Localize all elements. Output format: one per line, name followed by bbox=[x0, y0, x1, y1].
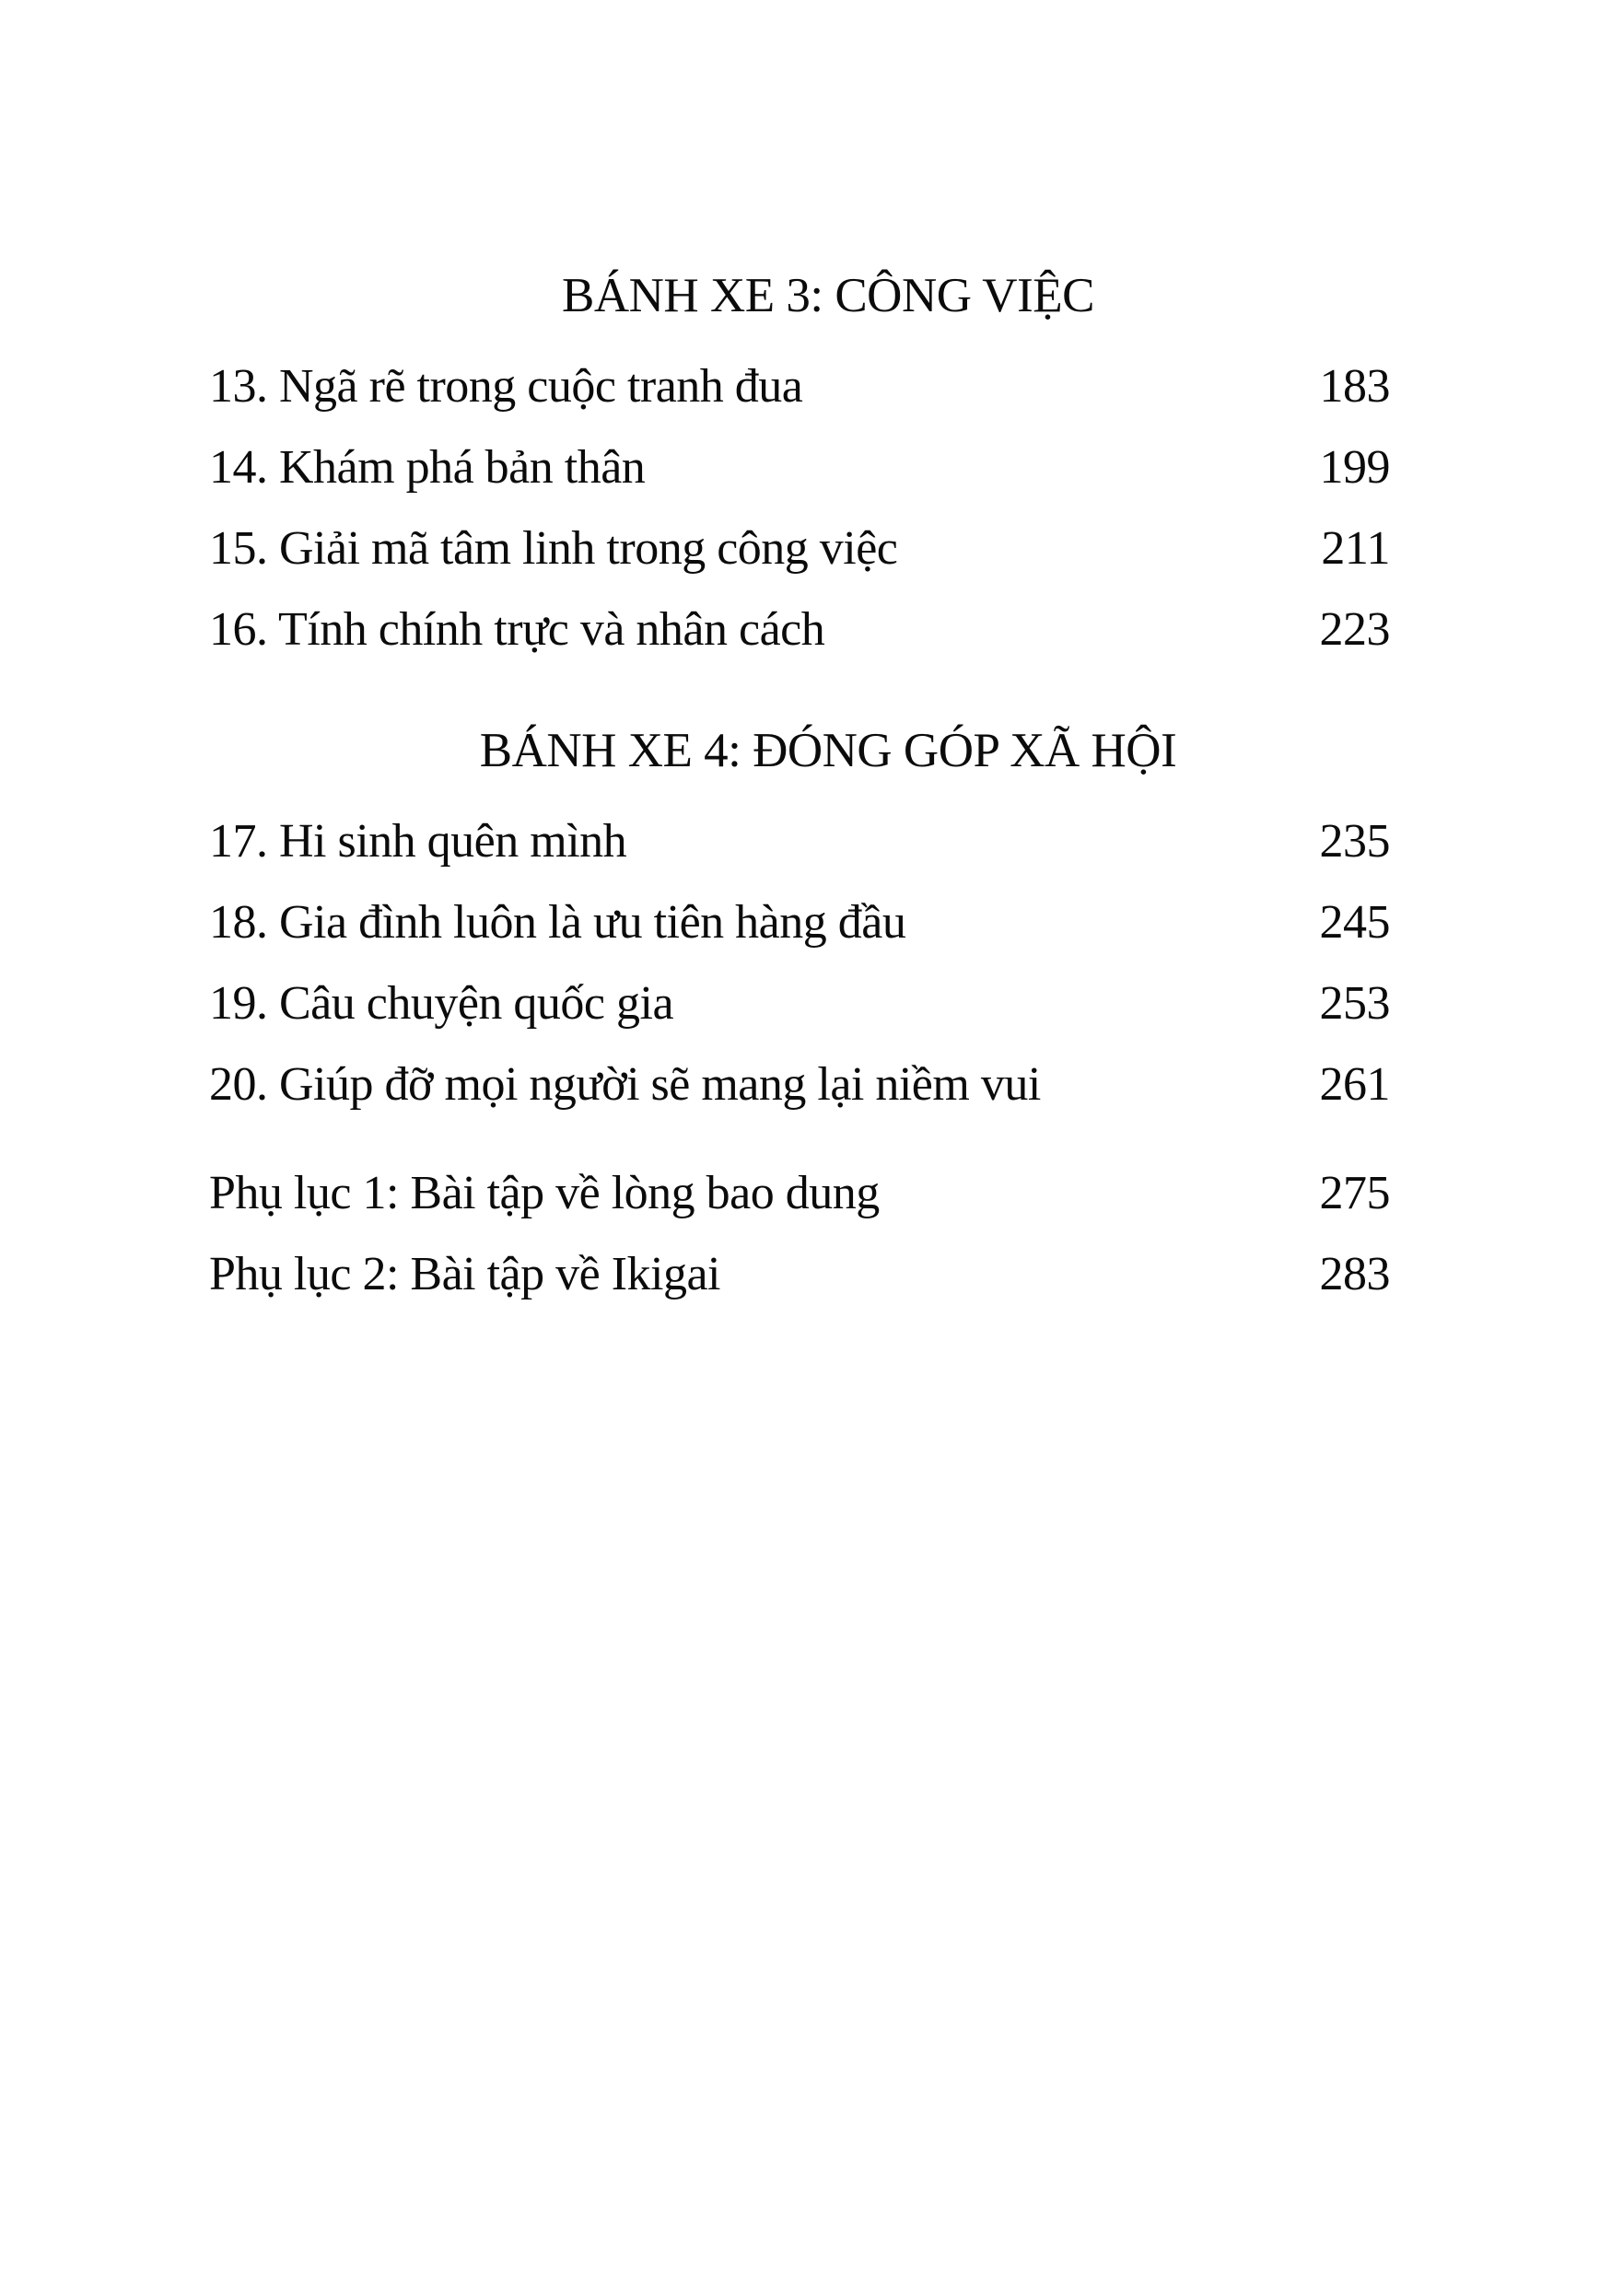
section-heading-wheel-3: BÁNH XE 3: CÔNG VIỆC bbox=[562, 269, 1094, 322]
toc-entry-label: 18. Gia đình luôn là ưu tiên hàng đầu bbox=[209, 896, 906, 949]
toc-entry-label: Phụ lục 2: Bài tập về Ikigai bbox=[209, 1248, 721, 1300]
toc-entry-label: 17. Hi sinh quên mình bbox=[209, 815, 627, 868]
toc-entry-page-number: 253 bbox=[1319, 977, 1390, 1030]
toc-entry-page-number: 245 bbox=[1319, 896, 1390, 949]
toc-entry-label: Phụ lục 1: Bài tập về lòng bao dung bbox=[209, 1167, 880, 1219]
toc-entry bbox=[209, 508, 1390, 589]
toc-entry-label: 14. Khám phá bản thân bbox=[209, 441, 646, 494]
appendix-list bbox=[209, 1153, 1390, 1315]
toc-entry-label: 13. Ngã rẽ trong cuộc tranh đua bbox=[209, 360, 803, 413]
toc-entry-page-number: 211 bbox=[1321, 522, 1390, 575]
toc-entry-page-number: 261 bbox=[1319, 1058, 1390, 1111]
toc-entry-page-number: 223 bbox=[1319, 603, 1390, 656]
toc-entry bbox=[209, 882, 1390, 963]
toc-entry-label: 16. Tính chính trực và nhân cách bbox=[209, 603, 825, 656]
toc-entry bbox=[209, 963, 1390, 1044]
toc-entry-page-number: 199 bbox=[1319, 441, 1390, 494]
toc-entry bbox=[209, 346, 1390, 427]
toc-entry-appendix bbox=[209, 1234, 1390, 1315]
toc-entry-page-number: 275 bbox=[1319, 1167, 1390, 1219]
toc-entry-label: 15. Giải mã tâm linh trong công việc bbox=[209, 522, 898, 575]
toc-entry bbox=[209, 589, 1390, 670]
toc-entry-label: 19. Câu chuyện quốc gia bbox=[209, 977, 674, 1030]
table-of-contents bbox=[209, 265, 1390, 1315]
toc-entry bbox=[209, 1044, 1390, 1125]
toc-entry-appendix bbox=[209, 1153, 1390, 1234]
toc-entry-page-number: 283 bbox=[1319, 1248, 1390, 1300]
toc-entry-page-number: 183 bbox=[1319, 360, 1390, 413]
section-heading-wheel-4: BÁNH XE 4: ĐÓNG GÓP XÃ HỘI bbox=[479, 724, 1177, 777]
toc-entry bbox=[209, 801, 1390, 882]
toc-entry-page-number: 235 bbox=[1319, 815, 1390, 868]
toc-entry-label: 20. Giúp đỡ mọi người sẽ mang lại niềm vui bbox=[209, 1058, 1041, 1111]
toc-entry bbox=[209, 427, 1390, 508]
